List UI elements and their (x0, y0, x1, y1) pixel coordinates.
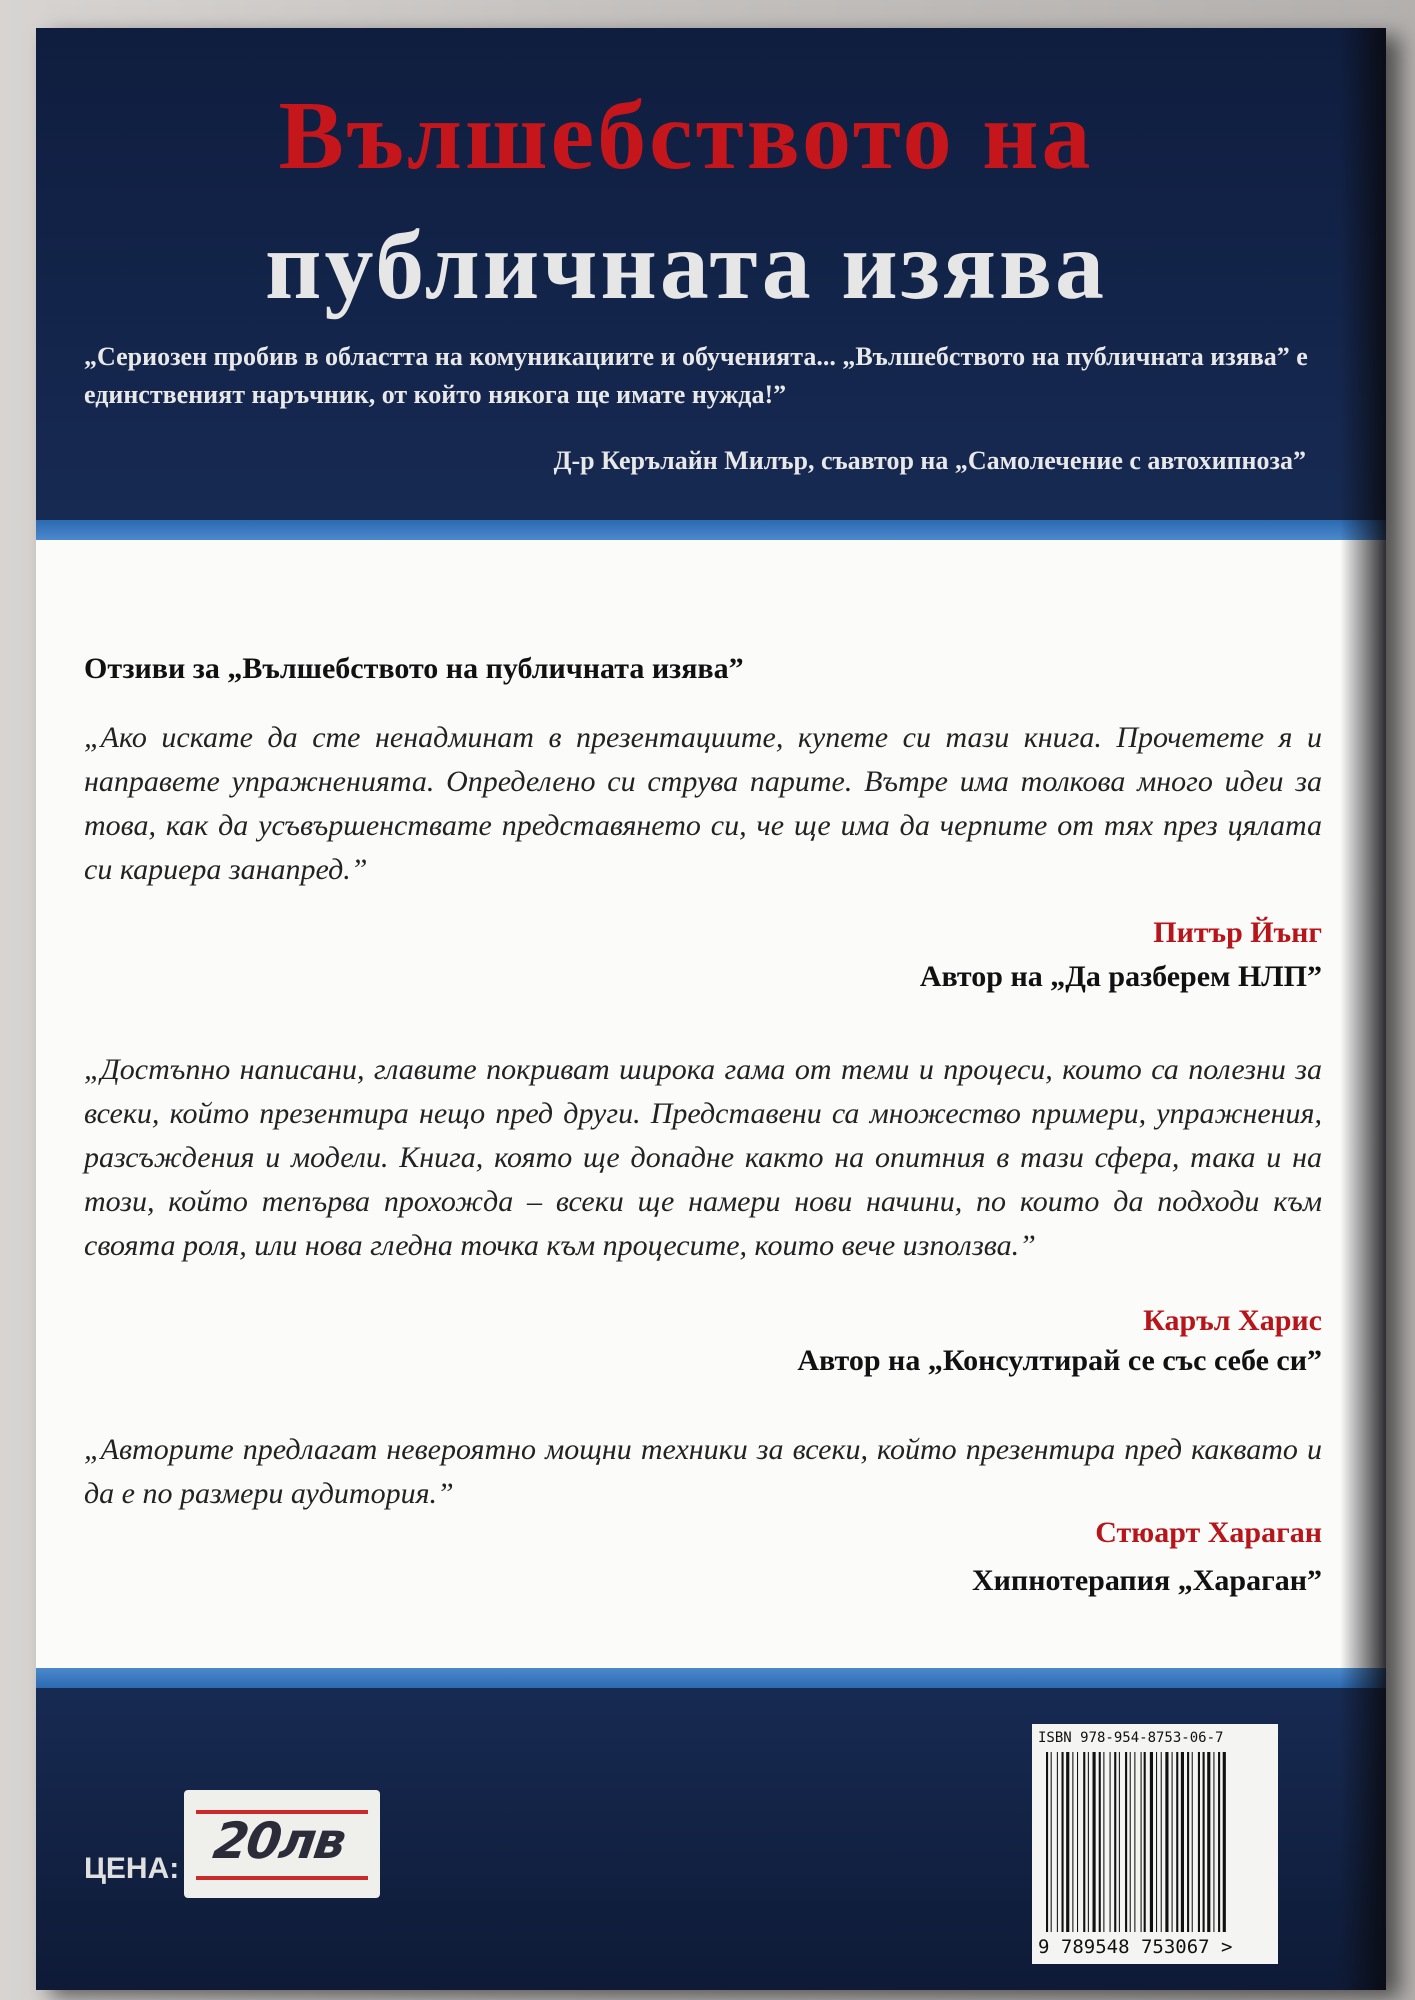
review-author-role: Хипнотерапия „Хараган” (971, 1564, 1322, 1597)
barcode-bar (1192, 1752, 1193, 1932)
barcode-bar (1125, 1752, 1127, 1932)
top-blue-rule (36, 520, 1386, 540)
barcode-bar (1156, 1752, 1157, 1932)
barcode-bar (1072, 1752, 1073, 1932)
barcode-bar (1119, 1752, 1120, 1932)
reviews-heading: Отзиви за „Вълшебството на публичната изява” (84, 652, 744, 685)
barcode-bar (1083, 1752, 1085, 1932)
barcode-bar (1114, 1752, 1116, 1932)
title-line-2: публичната изява (264, 212, 1107, 320)
isbn-barcode (1032, 1724, 1278, 1964)
barcode-bar (1161, 1752, 1162, 1932)
price-sticker (184, 1790, 380, 1898)
title-line-1: Вълшебството на (278, 82, 1094, 190)
price-value: 20лв (209, 1812, 348, 1870)
endorsement-citation: Д-р Керълайн Милър, съавтор на „Самолечение с автохипноза” (553, 446, 1306, 475)
barcode-bar (1141, 1752, 1142, 1932)
review-quote: „Ако искате да сте ненадминат в презентациите, купете си тази книга. Прочетете я и направете упражненията. Определено си струва парите. Вътре има толкова много идеи за това, как да усъвършенствате представянето си, че ще има да черпите от тях през цялата си кариера занапред.” (84, 721, 1322, 886)
barcode-bars (1044, 1752, 1270, 1932)
barcode-bar (1130, 1752, 1131, 1932)
barcode-bar (1099, 1752, 1101, 1932)
review-author: Каръл Харис (1143, 1304, 1322, 1337)
barcode-bar (1077, 1752, 1078, 1932)
barcode-bar (1207, 1752, 1210, 1932)
barcode-bar (1144, 1752, 1146, 1932)
barcode-bar (1057, 1752, 1058, 1932)
spine-shadow (1340, 28, 1386, 1990)
barcode-bar (1198, 1752, 1200, 1932)
barcode-bar (1165, 1752, 1168, 1932)
barcode-bar (1103, 1752, 1104, 1932)
barcode-bar (1093, 1752, 1096, 1932)
bottom-blue-rule (36, 1668, 1386, 1688)
barcode-bar (1134, 1752, 1135, 1932)
barcode-bar (1172, 1752, 1173, 1932)
barcode-bar (1066, 1752, 1069, 1932)
barcode-digits: 9 789548 753067 > (1038, 1936, 1233, 1958)
barcode-bar (1110, 1752, 1111, 1932)
barcode-bar (1051, 1752, 1052, 1932)
barcode-bar (1176, 1752, 1178, 1932)
barcode-bar (1181, 1752, 1184, 1932)
price-label: ЦЕНА: (84, 1852, 180, 1885)
barcode-bar (1223, 1752, 1226, 1932)
review-quote: „Достъпно написани, главите покриват широка гама от теми и процеси, които са полезни за всеки, който презентира нещо пред други. Представени са множество примери, упражнения, разсъждения и модели. Книга, която ще допадне както на опитния в тази сфера, така и на този, който тепърва прохожда – всеки ще намери нови начини, по които да подходи към своята роля, или нова гледна точка към процесите, които вече използва.” (84, 1053, 1322, 1262)
review-author-role: Автор на „Консултирай се със себе си” (797, 1344, 1322, 1377)
review-author-role: Автор на „Да разберем НЛП” (919, 960, 1322, 993)
barcode-bar (1218, 1752, 1220, 1932)
book-back-cover (36, 28, 1386, 1990)
barcode-bar (1150, 1752, 1153, 1932)
barcode-bar (1046, 1752, 1048, 1932)
sticker-rule (196, 1876, 368, 1880)
review-quote: „Авторите предлагат невероятно мощни техники за всеки, който презентира пред каквато и да е по размери аудитория.” (84, 1433, 1322, 1510)
barcode-bar (1187, 1752, 1189, 1932)
review-author: Питър Йънг (1153, 916, 1322, 949)
barcode-bar (1203, 1752, 1205, 1932)
endorsement-quote: „Сериозен пробив в областта на комуникациите и обученията... „Вълшебството на публичната изява” е единственият наръчник, от който някога ще имате нужда!” (84, 342, 1308, 409)
isbn-number: ISBN 978-954-8753-06-7 (1038, 1730, 1224, 1746)
barcode-bar (1213, 1752, 1214, 1932)
barcode-bar (1088, 1752, 1089, 1932)
barcode-bar (1062, 1752, 1064, 1932)
review-author: Стюарт Хараган (1095, 1516, 1322, 1549)
